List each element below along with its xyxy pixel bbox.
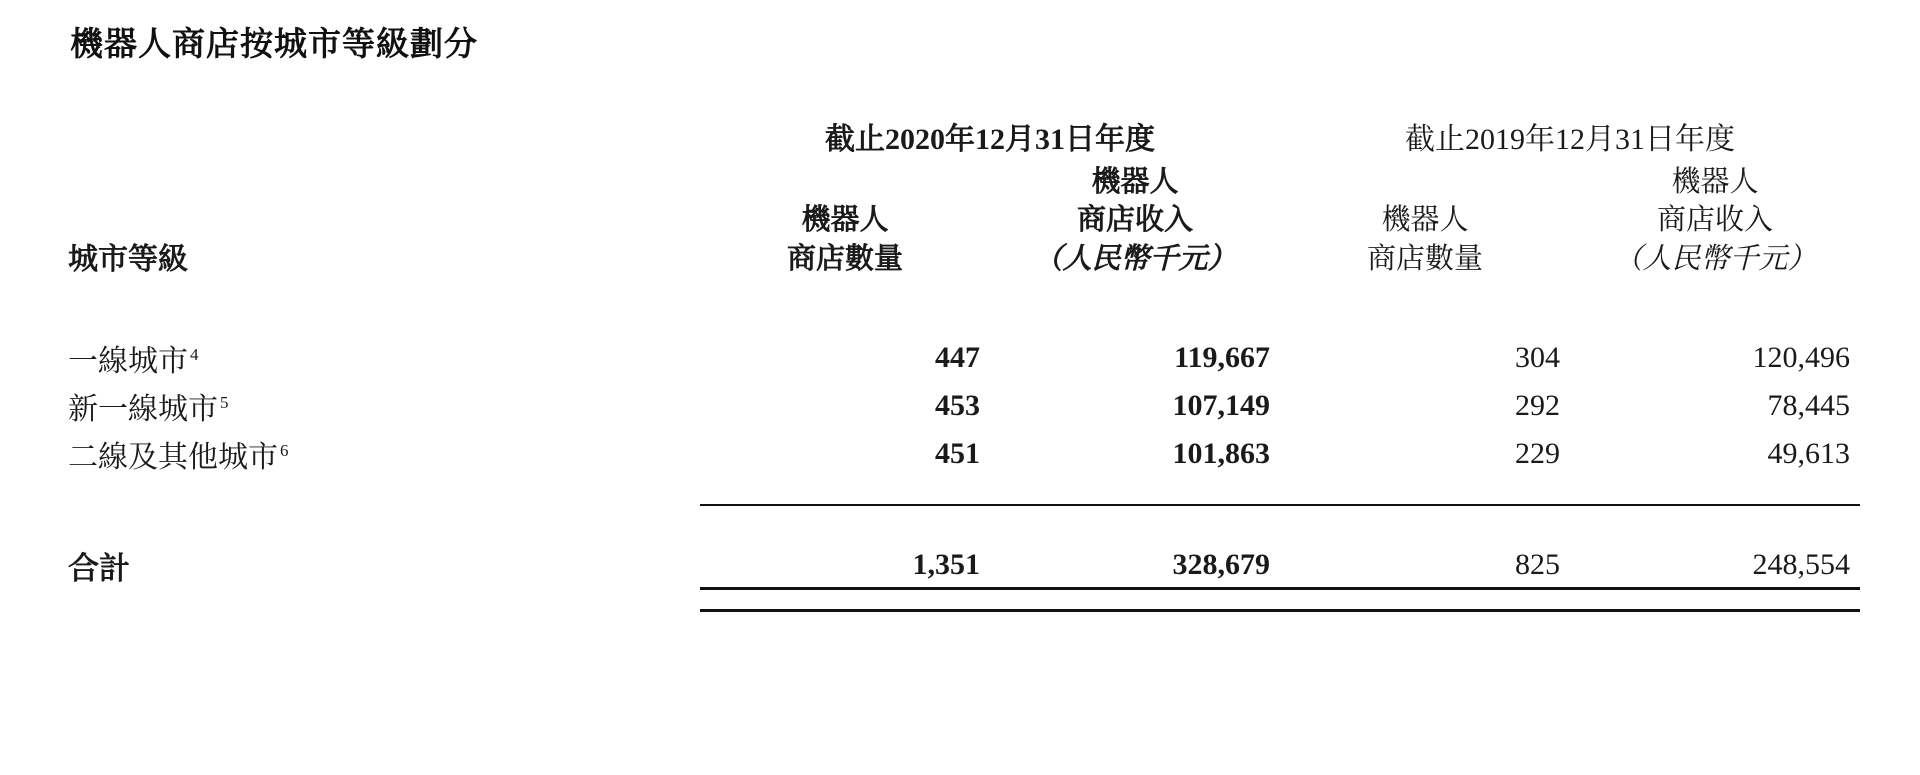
- total-gap-row: [60, 505, 1860, 542]
- cell-2020-count: 447: [935, 340, 980, 374]
- table-row: [60, 430, 1860, 478]
- header-body-spacer: [60, 280, 1860, 334]
- row-label-text: 一線城市: [68, 344, 188, 378]
- double-rule-2019-count: [1280, 589, 1570, 611]
- column-header-unit: （人民幣千元）: [1613, 242, 1817, 275]
- footnote-marker: 5: [220, 392, 229, 412]
- double-rule-2019-revenue: [1570, 589, 1860, 611]
- column-header-line2: 商店收入: [1656, 204, 1773, 237]
- total-2019-revenue: 248,554: [1752, 547, 1850, 581]
- rule-2019-count: [1280, 478, 1570, 505]
- row-label-tier1: [60, 334, 700, 382]
- row-label-tier2-other: [60, 430, 700, 478]
- row-label-new-tier1: [60, 382, 700, 430]
- column-header-line1: 機器人: [1381, 204, 1469, 237]
- cell-2019-revenue: 49,613: [1767, 436, 1850, 470]
- rule-2019-revenue: [1570, 478, 1860, 505]
- cell-2020-revenue: 101,863: [1172, 436, 1270, 470]
- subtotal-rule-row: [60, 478, 1860, 505]
- rule-2020-revenue: [990, 478, 1280, 505]
- cell-2020-revenue: 119,667: [1174, 340, 1270, 374]
- double-rule-spacer: [60, 589, 700, 611]
- cell-2019-count: 304: [1515, 340, 1560, 374]
- row-label-text: 新一線城市: [68, 392, 218, 426]
- double-rule-2020-count: [700, 589, 990, 611]
- total-2020-revenue: 328,679: [1172, 547, 1270, 581]
- table-total-row: [60, 542, 1860, 589]
- row-label-total: 合計: [68, 550, 130, 587]
- column-header-line2: 商店數量: [1366, 242, 1483, 275]
- column-header-line1: 機器人: [1091, 166, 1179, 198]
- rule-2020-count: [700, 478, 990, 505]
- column-header-line2: 商店數量: [786, 242, 903, 275]
- table-column-header-row: [60, 162, 1860, 280]
- row-label-text: 二線及其他城市: [68, 440, 278, 474]
- table-group-header-row: [60, 113, 1860, 162]
- total-2020-count: 1,351: [912, 547, 980, 581]
- group-header-spacer: [60, 113, 700, 162]
- total-2019-count: 825: [1515, 547, 1560, 581]
- column-header-line1: 機器人: [1671, 166, 1759, 198]
- column-header-2020-store-count: [700, 162, 990, 280]
- rule-spacer: [60, 478, 700, 505]
- column-header-line2: 商店收入: [1076, 204, 1193, 237]
- total-double-rule-row: [60, 589, 1860, 611]
- cell-2019-count: 229: [1515, 436, 1560, 470]
- table-row: [60, 382, 1860, 430]
- cell-2020-count: 451: [935, 436, 980, 470]
- footnote-marker: 6: [280, 440, 289, 460]
- group-header-2020: 截止2020年12月31日年度: [825, 123, 1155, 156]
- column-header-city-tier: 城市等級: [68, 241, 188, 277]
- column-header-line1: 機器人: [801, 204, 889, 237]
- cell-2019-revenue: 78,445: [1767, 388, 1850, 422]
- table-row: [60, 334, 1860, 382]
- document-page: [0, 18, 1920, 775]
- column-header-2019-store-revenue: [1570, 162, 1860, 280]
- footnote-marker: 4: [190, 344, 199, 364]
- cell-2020-count: 453: [935, 388, 980, 422]
- group-header-2019: 截止2019年12月31日年度: [1405, 123, 1735, 156]
- column-header-2020-store-revenue: [990, 162, 1280, 280]
- financial-table: [60, 113, 1860, 612]
- page-title: 機器人商店按城市等級劃分: [70, 24, 478, 63]
- cell-2019-count: 292: [1515, 388, 1560, 422]
- cell-2020-revenue: 107,149: [1172, 388, 1270, 422]
- double-rule-2020-revenue: [990, 589, 1280, 611]
- column-header-unit: （人民幣千元）: [1033, 242, 1237, 275]
- column-header-2019-store-count: [1280, 162, 1570, 280]
- cell-2019-revenue: 120,496: [1752, 340, 1850, 374]
